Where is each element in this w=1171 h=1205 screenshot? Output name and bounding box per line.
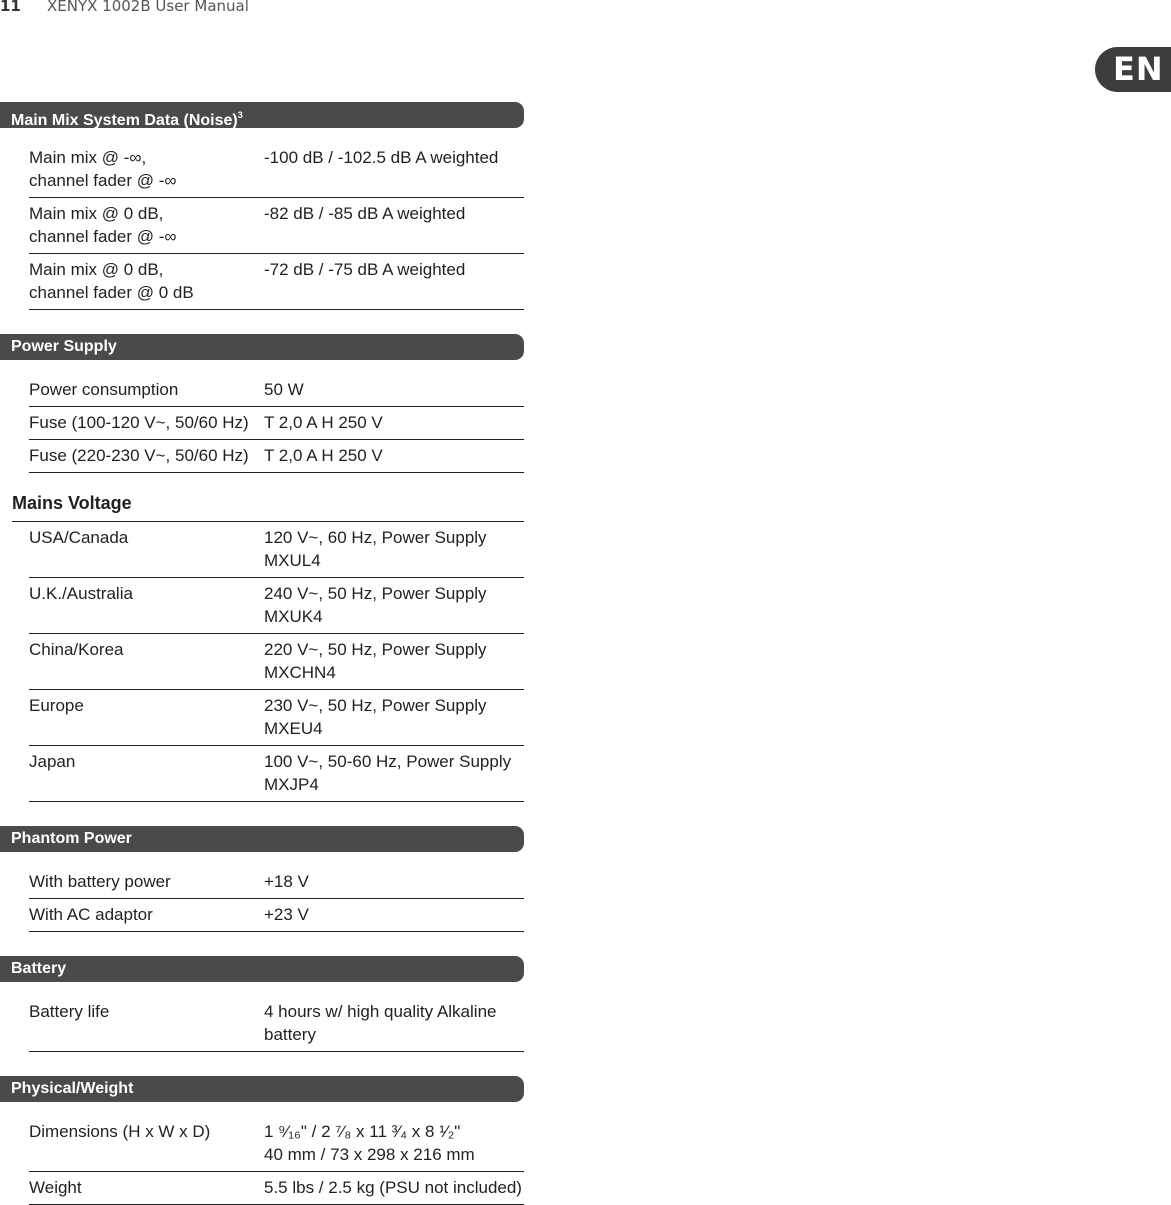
spec-row <box>29 1116 524 1172</box>
spec-row <box>29 996 524 1052</box>
spec-row <box>29 866 524 899</box>
spec-row <box>29 407 524 440</box>
spec-row <box>29 440 524 473</box>
spec-value: 5.5 lbs / 2.5 kg (PSU not included) <box>264 1178 522 1197</box>
spec-label: Fuse (220-230 V~, 50/60 Hz) <box>29 446 249 465</box>
spec-value: 4 hours w/ high quality Alkaline battery <box>264 1002 497 1044</box>
spec-row <box>29 1172 524 1205</box>
spec-row <box>29 634 524 690</box>
spec-label: Battery life <box>29 1002 110 1021</box>
spec-value: T 2,0 A H 250 V <box>264 446 383 465</box>
spec-value: -72 dB / -75 dB A weighted <box>264 260 466 279</box>
noise-rows <box>29 142 524 310</box>
physical-rows <box>29 1116 524 1205</box>
power-supply-section <box>0 334 524 473</box>
battery-section <box>0 956 524 1052</box>
spec-label: With battery power <box>29 872 171 891</box>
spec-label: Power consumption <box>29 380 179 399</box>
language-tab: EN <box>1095 47 1171 92</box>
spec-label: Main mix @ -∞, channel fader @ -∞ <box>29 148 177 190</box>
phantom-power-rows <box>29 866 524 932</box>
document-title: XENYX 1002B User Manual <box>47 0 249 15</box>
spec-label: Japan <box>29 752 76 771</box>
battery-rows <box>29 996 524 1052</box>
spec-label: Europe <box>29 696 84 715</box>
spec-content <box>0 102 524 1205</box>
spec-label: China/Korea <box>29 640 124 659</box>
section-header-battery: Battery <box>0 956 524 982</box>
spec-label: Main mix @ 0 dB, channel fader @ -∞ <box>29 204 177 246</box>
section-title: Main Mix System Data (Noise) <box>11 112 238 129</box>
spec-value: +23 V <box>264 905 309 924</box>
spec-row <box>29 899 524 932</box>
section-header-noise <box>0 102 524 128</box>
section-header-physical: Physical/Weight <box>0 1076 524 1102</box>
spec-row <box>29 254 524 310</box>
spec-row <box>29 198 524 254</box>
spec-label: U.K./Australia <box>29 584 133 603</box>
spec-row <box>29 142 524 198</box>
page-number: 11 <box>0 0 21 15</box>
mains-voltage-heading: Mains Voltage <box>12 487 524 522</box>
power-supply-rows <box>29 374 524 473</box>
spec-value: +18 V <box>264 872 309 891</box>
spec-row <box>29 522 524 578</box>
physical-section <box>0 1076 524 1205</box>
spec-row <box>29 690 524 746</box>
spec-row <box>29 746 524 802</box>
spec-value: 230 V~, 50 Hz, Power Supply MXEU4 <box>264 696 487 738</box>
spec-label: With AC adaptor <box>29 905 153 924</box>
spec-value: -82 dB / -85 dB A weighted <box>264 204 466 223</box>
spec-row <box>29 374 524 407</box>
section-header-phantom-power: Phantom Power <box>0 826 524 852</box>
footnote-marker: 3 <box>237 110 243 120</box>
mains-voltage-section <box>0 487 524 802</box>
spec-value: 220 V~, 50 Hz, Power Supply MXCHN4 <box>264 640 487 682</box>
section-header-power-supply: Power Supply <box>0 334 524 360</box>
mains-voltage-rows <box>29 522 524 802</box>
spec-label: Main mix @ 0 dB, channel fader @ 0 dB <box>29 260 194 302</box>
phantom-power-section <box>0 826 524 932</box>
spec-value: T 2,0 A H 250 V <box>264 413 383 432</box>
noise-section <box>0 102 524 310</box>
spec-value: 1 ⁹⁄₁₆" / 2 ⁷⁄₈ x 11 ³⁄₄ x 8 ¹⁄₂" 40 mm / 73 x 298 x 216 mm <box>264 1122 475 1164</box>
spec-value: -100 dB / -102.5 dB A weighted <box>264 148 499 167</box>
spec-value: 240 V~, 50 Hz, Power Supply MXUK4 <box>264 584 487 626</box>
spec-label: Dimensions (H x W x D) <box>29 1122 211 1141</box>
spec-label: USA/Canada <box>29 528 129 547</box>
spec-label: Weight <box>29 1178 82 1197</box>
spec-value: 100 V~, 50-60 Hz, Power Supply MXJP4 <box>264 752 512 794</box>
spec-row <box>29 578 524 634</box>
spec-value: 120 V~, 60 Hz, Power Supply MXUL4 <box>264 528 487 570</box>
spec-value: 50 W <box>264 380 304 399</box>
spec-label: Fuse (100-120 V~, 50/60 Hz) <box>29 413 249 432</box>
